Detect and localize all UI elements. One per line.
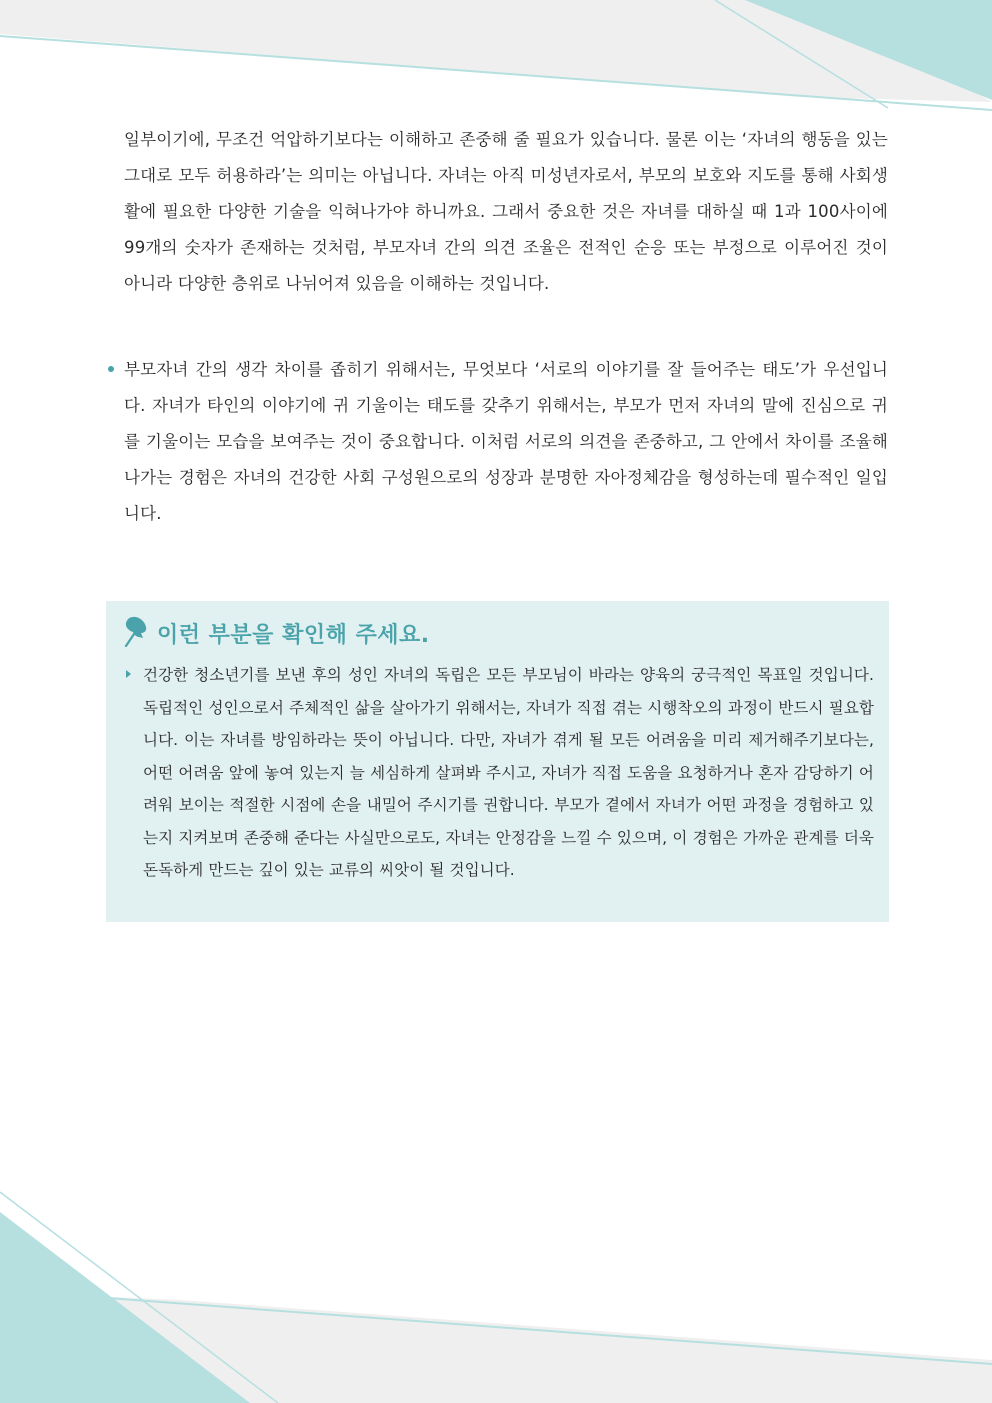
tip-bullet-arrow: [126, 670, 131, 678]
bullet-dot: [108, 366, 114, 372]
body-bullet-paragraph: 부모자녀 간의 생각 차이를 좁히기 위해서는, 무엇보다 ‘서로의 이야기를 잘 들어주는 태도’가 우선입니다. 자녀가 타인의 이야기에 귀 기울이는 태도를 갖추기 위해서는, 부모가 먼저 자녀의 말에 진심으로 귀를 기울이는 모습을 보여주는 것이 중요합니다. 이처럼 서로의 의견을 존중하고, 그 안에서 차이를 조율해 나가는 경험은 자녀의 건강한 사회 구성원으로의 성장과 분명한 자아정체감을 형성하는데 필수적인 일입니다.: [124, 360, 888, 523]
tip-box: [106, 601, 889, 922]
pushpin-icon: [122, 615, 150, 647]
body-paragraph-continued: 일부이기에, 무조건 억압하기보다는 이해하고 존중해 줄 필요가 있습니다. 물론 이는 ‘자녀의 행동을 있는 그대로 모두 허용하라’는 의미는 아닙니다. 자녀는 아직 미성년자로서, 부모의 보호와 지도를 통해 사회생활에 필요한 다양한 기술을 익혀나가야 하니까요. 그래서 중요한 것은 자녀를 대하실 때 1과 100사이에 99개의 숫자가 존재하는 것처럼, 부모자녀 간의 의견 조율은 전적인 순응 또는 부정으로 이루어진 것이 아니라 다양한 층위로 나뉘어져 있음을 이해하는 것입니다.: [124, 130, 888, 293]
tip-text: 건강한 청소년기를 보낸 후의 성인 자녀의 독립은 모든 부모님이 바라는 양육의 궁극적인 목표일 것입니다. 독립적인 성인으로서 주체적인 삶을 살아가기 위해서는, 자녀가 직접 겪는 시행착오의 과정이 반드시 필요합니다. 이는 자녀를 방임하라는 뜻이 아닙니다. 다만, 자녀가 겪게 될 모든 어려움을 미리 제거해주기보다는, 어떤 어려움 앞에 놓여 있는지 늘 세심하게 살펴봐 주시고, 자녀가 직접 도움을 요청하거나 혼자 감당하기 어려워 보이는 적절한 시점에 손을 내밀어 주시기를 권합니다. 부모가 곁에서 자녀가 어떤 과정을 경험하고 있는지 지켜보며 존중해 준다는 사실만으로도, 자녀는 안정감을 느낄 수 있으며, 이 경험은 가까운 관계를 더욱 돈독하게 만드는 깊이 있는 교류의 씨앗이 될 것입니다.: [143, 666, 874, 879]
tip-title: 이런 부분을 확인해 주세요.: [157, 623, 430, 648]
